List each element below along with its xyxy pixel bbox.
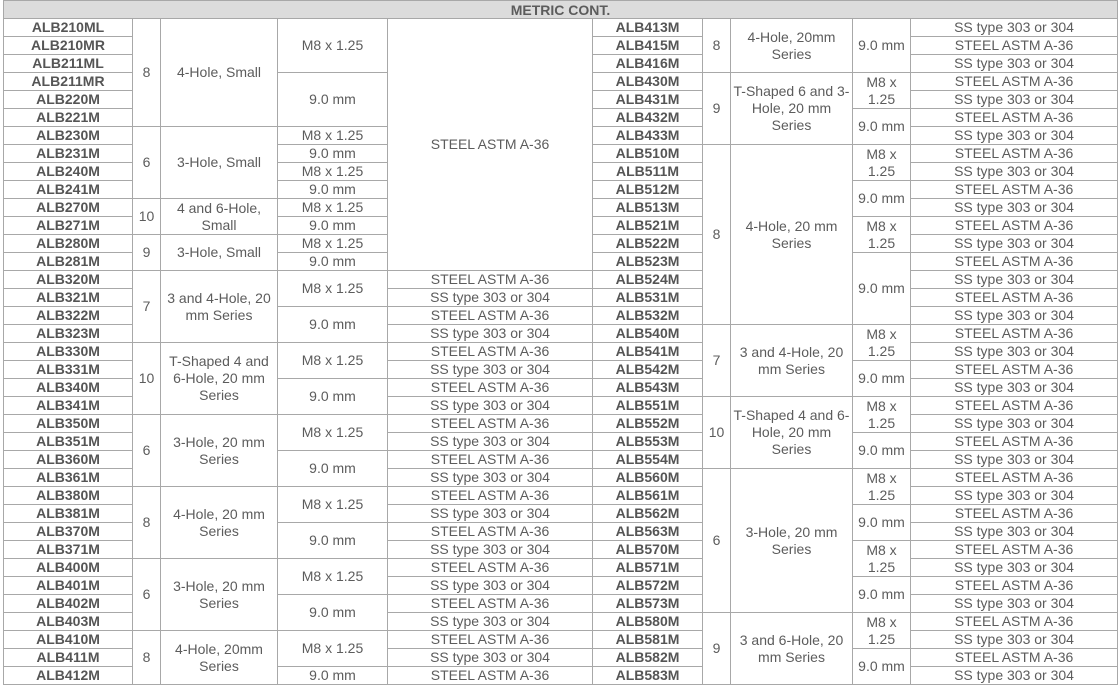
part-number-cell: ALB350M	[4, 415, 133, 433]
table-cell: STEEL ASTM A-36	[911, 73, 1118, 91]
table-cell: SS type 303 or 304	[911, 127, 1118, 145]
part-number-cell: ALB381M	[4, 505, 133, 523]
table-row	[4, 487, 1118, 505]
part-number-cell: ALB571M	[593, 559, 703, 577]
table-cell: STEEL ASTM A-36	[911, 145, 1118, 163]
part-number-cell: ALB570M	[593, 541, 703, 559]
table-cell: 3 and 4-Hole, 20 mm Series	[161, 271, 278, 343]
table-cell: SS type 303 or 304	[388, 289, 593, 307]
table-row	[4, 415, 1118, 433]
table-cell: STEEL ASTM A-36	[388, 19, 593, 271]
part-number-cell: ALB280M	[4, 235, 133, 253]
table-cell: SS type 303 or 304	[388, 361, 593, 379]
part-number-cell: ALB512M	[593, 181, 703, 199]
table-cell: 7	[703, 325, 731, 397]
part-number-cell: ALB411M	[4, 649, 133, 667]
table-cell: 9.0 mm	[853, 433, 911, 469]
table-cell: M8 x 1.25	[278, 631, 388, 667]
part-number-cell: ALB211MR	[4, 73, 133, 91]
table-cell: STEEL ASTM A-36	[388, 307, 593, 325]
part-number-cell: ALB582M	[593, 649, 703, 667]
table-cell: STEEL ASTM A-36	[388, 595, 593, 613]
part-number-cell: ALB361M	[4, 469, 133, 487]
table-cell: 9.0 mm	[853, 361, 911, 397]
table-cell: M8 x 1.25	[853, 613, 911, 649]
table-cell: 9.0 mm	[278, 595, 388, 631]
table-cell: STEEL ASTM A-36	[911, 289, 1118, 307]
table-cell: M8 x 1.25	[278, 163, 388, 181]
table-body	[4, 19, 1118, 685]
table-cell: SS type 303 or 304	[911, 343, 1118, 361]
table-cell: STEEL ASTM A-36	[911, 397, 1118, 415]
part-number-cell: ALB360M	[4, 451, 133, 469]
table-cell: STEEL ASTM A-36	[388, 559, 593, 577]
table-cell: SS type 303 or 304	[911, 415, 1118, 433]
part-number-cell: ALB321M	[4, 289, 133, 307]
table-title: METRIC CONT.	[4, 1, 1118, 19]
table-cell: SS type 303 or 304	[911, 91, 1118, 109]
part-number-cell: ALB403M	[4, 613, 133, 631]
part-number-cell: ALB522M	[593, 235, 703, 253]
table-cell: STEEL ASTM A-36	[388, 523, 593, 541]
part-number-cell: ALB572M	[593, 577, 703, 595]
table-cell: 6	[133, 415, 161, 487]
table-cell: M8 x 1.25	[278, 559, 388, 595]
table-row	[4, 271, 1118, 289]
table-cell: 3-Hole, 20 mm Series	[731, 469, 853, 613]
table-cell: 9.0 mm	[278, 253, 388, 271]
table-cell: 9.0 mm	[853, 19, 911, 73]
table-cell: M8 x 1.25	[853, 145, 911, 181]
table-cell: 4-Hole, Small	[161, 19, 278, 127]
part-number-cell: ALB221M	[4, 109, 133, 127]
table-cell: 3 and 6-Hole, 20 mm Series	[731, 613, 853, 685]
part-number-cell: ALB551M	[593, 397, 703, 415]
table-row	[4, 19, 1118, 37]
table-row	[4, 343, 1118, 361]
table-cell: 6	[703, 469, 731, 613]
table-cell: 8	[703, 19, 731, 73]
table-cell: 4 and 6-Hole, Small	[161, 199, 278, 235]
table-cell: 4-Hole, 20 mm Series	[161, 487, 278, 559]
table-cell: 3 and 4-Hole, 20 mm Series	[731, 325, 853, 397]
part-number-cell: ALB330M	[4, 343, 133, 361]
part-number-cell: ALB270M	[4, 199, 133, 217]
table-cell: STEEL ASTM A-36	[911, 253, 1118, 271]
table-cell: SS type 303 or 304	[911, 271, 1118, 289]
table-cell: STEEL ASTM A-36	[388, 343, 593, 361]
table-cell: M8 x 1.25	[853, 397, 911, 433]
table-cell: STEEL ASTM A-36	[911, 325, 1118, 343]
part-number-cell: ALB524M	[593, 271, 703, 289]
part-number-cell: ALB553M	[593, 433, 703, 451]
table-cell: 9.0 mm	[278, 451, 388, 487]
table-cell: 4-Hole, 20mm Series	[731, 19, 853, 73]
table-cell: T-Shaped 4 and 6-Hole, 20 mm Series	[161, 343, 278, 415]
table-cell: 9.0 mm	[278, 379, 388, 415]
part-number-cell: ALB513M	[593, 199, 703, 217]
table-cell: STEEL ASTM A-36	[911, 361, 1118, 379]
metric-spec-table-container	[3, 0, 1117, 685]
table-cell: M8 x 1.25	[278, 343, 388, 379]
table-cell: 3-Hole, Small	[161, 235, 278, 271]
part-number-cell: ALB540M	[593, 325, 703, 343]
table-cell: SS type 303 or 304	[388, 577, 593, 595]
table-cell: SS type 303 or 304	[911, 451, 1118, 469]
table-cell: 9	[703, 613, 731, 685]
part-number-cell: ALB415M	[593, 37, 703, 55]
metric-spec-table	[3, 0, 1118, 685]
part-number-cell: ALB510M	[593, 145, 703, 163]
table-cell: M8 x 1.25	[278, 271, 388, 307]
table-cell: 9	[133, 235, 161, 271]
part-number-cell: ALB554M	[593, 451, 703, 469]
table-row	[4, 559, 1118, 577]
table-cell: SS type 303 or 304	[388, 469, 593, 487]
table-cell: M8 x 1.25	[278, 415, 388, 451]
part-number-cell: ALB432M	[593, 109, 703, 127]
part-number-cell: ALB413M	[593, 19, 703, 37]
table-cell: T-Shaped 6 and 3-Hole, 20 mm Series	[731, 73, 853, 145]
part-number-cell: ALB370M	[4, 523, 133, 541]
part-number-cell: ALB433M	[593, 127, 703, 145]
table-cell: 9.0 mm	[278, 145, 388, 163]
table-cell: 9.0 mm	[278, 667, 388, 685]
table-cell: 9.0 mm	[853, 649, 911, 685]
part-number-cell: ALB431M	[593, 91, 703, 109]
table-cell: SS type 303 or 304	[388, 505, 593, 523]
part-number-cell: ALB412M	[4, 667, 133, 685]
part-number-cell: ALB322M	[4, 307, 133, 325]
part-number-cell: ALB563M	[593, 523, 703, 541]
part-number-cell: ALB581M	[593, 631, 703, 649]
part-number-cell: ALB211ML	[4, 55, 133, 73]
table-cell: STEEL ASTM A-36	[911, 613, 1118, 631]
table-cell: M8 x 1.25	[853, 217, 911, 253]
table-cell: 6	[133, 127, 161, 199]
table-cell: SS type 303 or 304	[911, 307, 1118, 325]
table-cell: 9.0 mm	[853, 253, 911, 325]
table-cell: 9	[703, 73, 731, 145]
part-number-cell: ALB552M	[593, 415, 703, 433]
table-cell: 9.0 mm	[278, 217, 388, 235]
table-cell: 3-Hole, 20 mm Series	[161, 559, 278, 631]
part-number-cell: ALB560M	[593, 469, 703, 487]
table-cell: SS type 303 or 304	[911, 379, 1118, 397]
part-number-cell: ALB532M	[593, 307, 703, 325]
table-cell: T-Shaped 4 and 6-Hole, 20 mm Series	[731, 397, 853, 469]
table-cell: 10	[703, 397, 731, 469]
part-number-cell: ALB531M	[593, 289, 703, 307]
table-cell: 4-Hole, 20mm Series	[161, 631, 278, 685]
table-cell: STEEL ASTM A-36	[388, 271, 593, 289]
table-cell: SS type 303 or 304	[911, 199, 1118, 217]
part-number-cell: ALB340M	[4, 379, 133, 397]
table-cell: 9.0 mm	[853, 577, 911, 613]
table-cell: STEEL ASTM A-36	[911, 181, 1118, 199]
table-cell: M8 x 1.25	[278, 235, 388, 253]
table-cell: 10	[133, 199, 161, 235]
table-cell: M8 x 1.25	[278, 19, 388, 73]
table-cell: SS type 303 or 304	[388, 649, 593, 667]
table-cell: STEEL ASTM A-36	[388, 415, 593, 433]
table-cell: SS type 303 or 304	[911, 487, 1118, 505]
table-cell: STEEL ASTM A-36	[911, 37, 1118, 55]
table-cell: SS type 303 or 304	[388, 613, 593, 631]
table-cell: STEEL ASTM A-36	[911, 469, 1118, 487]
table-cell: 8	[133, 19, 161, 127]
table-cell: STEEL ASTM A-36	[911, 577, 1118, 595]
table-cell: 8	[133, 631, 161, 685]
table-cell: SS type 303 or 304	[388, 397, 593, 415]
part-number-cell: ALB281M	[4, 253, 133, 271]
table-cell: 9.0 mm	[853, 181, 911, 217]
table-cell: M8 x 1.25	[278, 487, 388, 523]
table-cell: 10	[133, 343, 161, 415]
part-number-cell: ALB561M	[593, 487, 703, 505]
part-number-cell: ALB271M	[4, 217, 133, 235]
table-cell: SS type 303 or 304	[388, 325, 593, 343]
table-cell: 9.0 mm	[278, 307, 388, 343]
part-number-cell: ALB400M	[4, 559, 133, 577]
table-cell: 9.0 mm	[853, 109, 911, 145]
part-number-cell: ALB430M	[593, 73, 703, 91]
table-cell: STEEL ASTM A-36	[911, 109, 1118, 127]
table-cell: M8 x 1.25	[853, 73, 911, 109]
table-cell: 9.0 mm	[278, 523, 388, 559]
table-cell: SS type 303 or 304	[911, 19, 1118, 37]
part-number-cell: ALB351M	[4, 433, 133, 451]
table-cell: STEEL ASTM A-36	[388, 451, 593, 469]
part-number-cell: ALB580M	[593, 613, 703, 631]
part-number-cell: ALB241M	[4, 181, 133, 199]
part-number-cell: ALB380M	[4, 487, 133, 505]
table-cell: 4-Hole, 20 mm Series	[731, 145, 853, 325]
part-number-cell: ALB341M	[4, 397, 133, 415]
part-number-cell: ALB402M	[4, 595, 133, 613]
table-cell: STEEL ASTM A-36	[388, 667, 593, 685]
table-cell: 8	[133, 487, 161, 559]
part-number-cell: ALB542M	[593, 361, 703, 379]
part-number-cell: ALB416M	[593, 55, 703, 73]
part-number-cell: ALB521M	[593, 217, 703, 235]
table-cell: M8 x 1.25	[278, 199, 388, 217]
part-number-cell: ALB331M	[4, 361, 133, 379]
part-number-cell: ALB523M	[593, 253, 703, 271]
table-cell: 9.0 mm	[278, 73, 388, 127]
part-number-cell: ALB371M	[4, 541, 133, 559]
table-cell: SS type 303 or 304	[388, 541, 593, 559]
table-cell: 6	[133, 559, 161, 631]
table-cell: M8 x 1.25	[278, 127, 388, 145]
table-cell: SS type 303 or 304	[911, 631, 1118, 649]
part-number-cell: ALB562M	[593, 505, 703, 523]
table-cell: M8 x 1.25	[853, 469, 911, 505]
table-cell: 7	[133, 271, 161, 343]
table-cell: STEEL ASTM A-36	[911, 541, 1118, 559]
table-cell: SS type 303 or 304	[911, 559, 1118, 577]
table-cell: STEEL ASTM A-36	[388, 379, 593, 397]
table-cell: M8 x 1.25	[853, 325, 911, 361]
table-cell: SS type 303 or 304	[911, 523, 1118, 541]
part-number-cell: ALB323M	[4, 325, 133, 343]
table-cell: M8 x 1.25	[853, 541, 911, 577]
part-number-cell: ALB240M	[4, 163, 133, 181]
table-cell: SS type 303 or 304	[911, 667, 1118, 685]
table-cell: 9.0 mm	[278, 181, 388, 199]
table-cell: 8	[703, 145, 731, 325]
part-number-cell: ALB210ML	[4, 19, 133, 37]
part-number-cell: ALB231M	[4, 145, 133, 163]
table-cell: STEEL ASTM A-36	[388, 631, 593, 649]
table-cell: 3-Hole, 20 mm Series	[161, 415, 278, 487]
part-number-cell: ALB573M	[593, 595, 703, 613]
part-number-cell: ALB320M	[4, 271, 133, 289]
part-number-cell: ALB220M	[4, 91, 133, 109]
table-cell: SS type 303 or 304	[911, 163, 1118, 181]
table-row	[4, 631, 1118, 649]
table-cell: STEEL ASTM A-36	[911, 505, 1118, 523]
part-number-cell: ALB210MR	[4, 37, 133, 55]
table-cell: SS type 303 or 304	[911, 235, 1118, 253]
table-cell: 9.0 mm	[853, 505, 911, 541]
part-number-cell: ALB543M	[593, 379, 703, 397]
table-cell: STEEL ASTM A-36	[911, 433, 1118, 451]
part-number-cell: ALB541M	[593, 343, 703, 361]
table-cell: STEEL ASTM A-36	[388, 487, 593, 505]
table-cell: SS type 303 or 304	[911, 595, 1118, 613]
table-cell: SS type 303 or 304	[911, 55, 1118, 73]
table-cell: STEEL ASTM A-36	[911, 217, 1118, 235]
part-number-cell: ALB583M	[593, 667, 703, 685]
table-cell: STEEL ASTM A-36	[911, 649, 1118, 667]
part-number-cell: ALB401M	[4, 577, 133, 595]
table-cell: 3-Hole, Small	[161, 127, 278, 199]
part-number-cell: ALB410M	[4, 631, 133, 649]
table-cell: SS type 303 or 304	[388, 433, 593, 451]
part-number-cell: ALB230M	[4, 127, 133, 145]
part-number-cell: ALB511M	[593, 163, 703, 181]
